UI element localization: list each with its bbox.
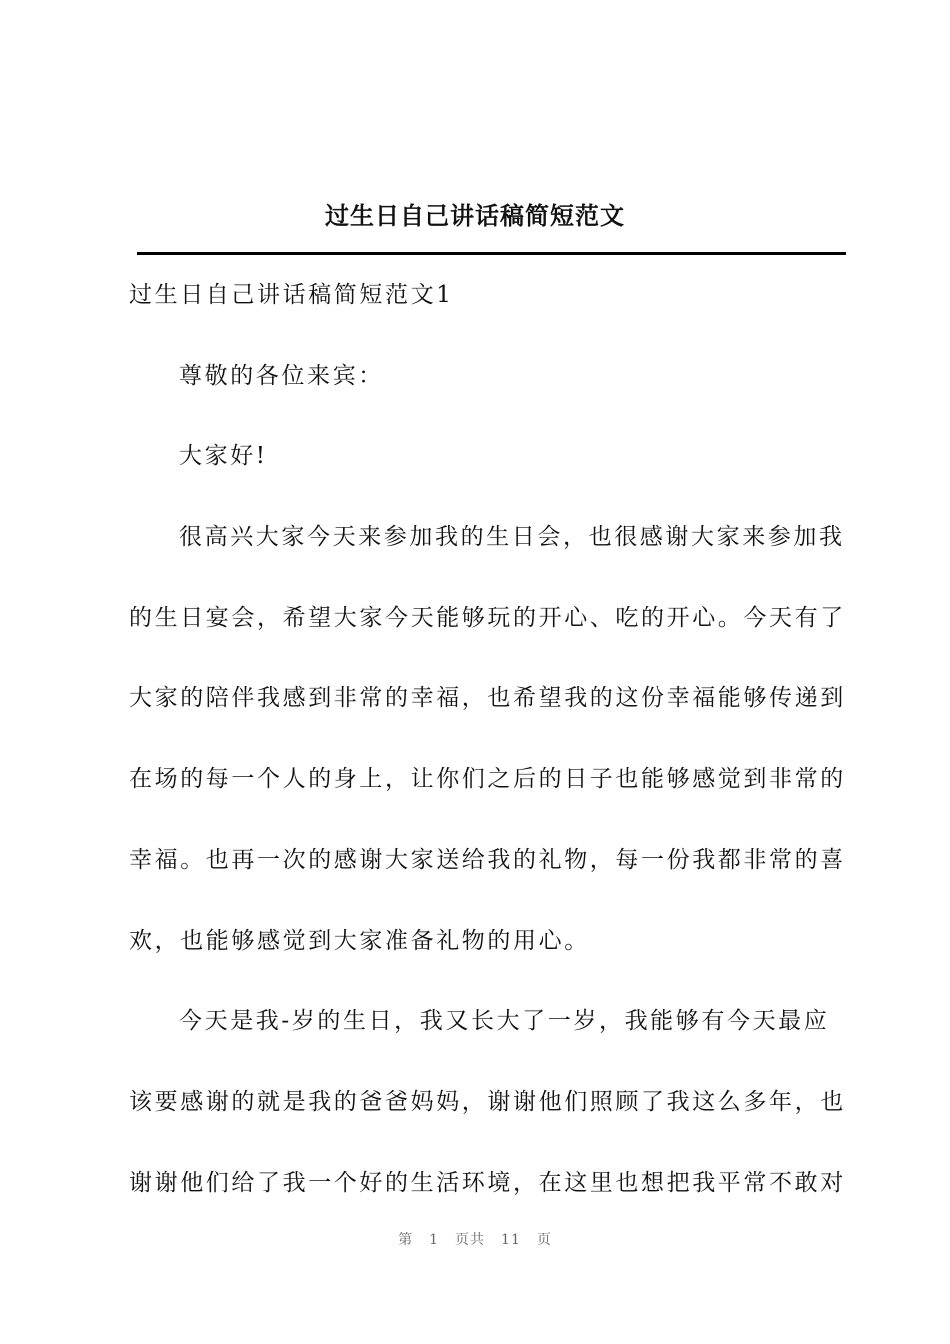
section-heading: 过生日自己讲话稿简短范文1 <box>129 282 454 308</box>
paragraph-line: 很高兴大家今天来参加我的生日会，也很感谢大家来参加我 <box>179 524 845 551</box>
footer-current-page: 1 <box>429 1232 440 1248</box>
page-footer <box>0 1229 950 1249</box>
paragraph-line: 幸福。也再一次的感谢大家送给我的礼物，每一份我都非常的喜 <box>129 846 846 873</box>
paragraph-line: 谢谢他们给了我一个好的生活环境，在这里也想把我平常不敢对 <box>129 1169 846 1196</box>
paragraph-line: 的生日宴会，希望大家今天能够玩的开心、吃的开心。今天有了 <box>129 604 846 631</box>
footer-total-pages: 11 <box>501 1232 521 1248</box>
paragraph-line: 大家的陪伴我感到非常的幸福，也希望我的这份幸福能够传递到 <box>129 685 846 712</box>
document-title: 过生日自己讲话稿简短范文 <box>325 202 625 230</box>
paragraph-line: 在场的每一个人的身上，让你们之后的日子也能够感觉到非常的 <box>129 766 846 793</box>
greeting: 大家好! <box>179 443 268 470</box>
salutation: 尊敬的各位来宾： <box>179 362 384 389</box>
paragraph-line: 该要感谢的就是我的爸爸妈妈，谢谢他们照顾了我这么多年，也 <box>129 1088 846 1115</box>
footer-mid: 页共 <box>455 1232 486 1248</box>
paragraph-line: 今天是我-岁的生日，我又长大了一岁，我能够有今天最应 <box>179 1008 830 1035</box>
title-underline-rule <box>137 252 846 255</box>
document-body <box>129 277 846 1245</box>
footer-suffix: 页 <box>536 1232 552 1248</box>
paragraph-line: 欢，也能够感觉到大家准备礼物的用心。 <box>129 927 590 954</box>
footer-prefix: 第 <box>398 1232 414 1248</box>
